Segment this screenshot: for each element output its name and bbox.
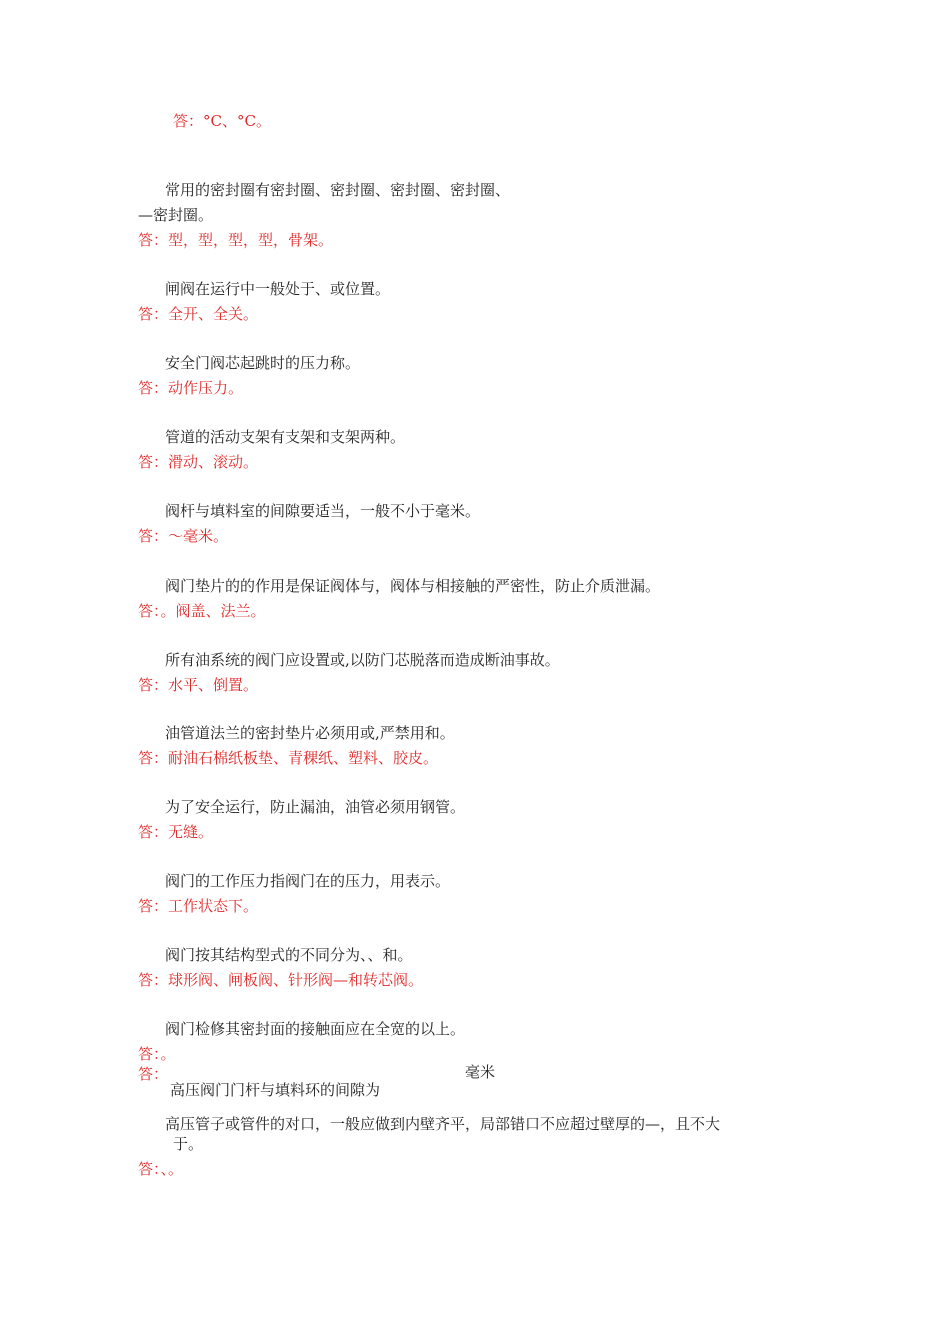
question-6: 阀杆与填料室的间隙要适当，一般不小于毫米。 [165, 502, 481, 520]
question-4: 安全门阀芯起跳时的压力称。 [165, 354, 361, 372]
clipped-question-text: 高压阀门门杆与填料环的间隙为 [170, 1081, 381, 1099]
answer-11: 答：工作状态下。 [138, 897, 259, 915]
answer-10: 答：无缝。 [138, 823, 214, 841]
question-9: 油管道法兰的密封垫片必须用或,严禁用和。 [165, 724, 455, 742]
question-2-cont: —密封圈。 [138, 206, 214, 224]
answer-9: 答：耐油石棉纸板垫、青稞纸、塑料、胶皮。 [138, 749, 439, 767]
answer-14: 答：、。 [138, 1160, 184, 1178]
answer-5: 答：滑动、滚动。 [138, 453, 259, 471]
question-14: 高压管子或管件的对口，一般应做到内壁齐平，局部错口不应超过壁厚的—，且不大 [165, 1115, 721, 1133]
answer-8: 答：水平、倒置。 [138, 676, 259, 694]
question-8: 所有油系统的阀门应设置或,以防门芯脱落而造成断油事故。 [165, 651, 560, 669]
question-13: 阀门检修其密封面的接触面应在全宽的以上。 [165, 1020, 466, 1038]
question-14-cont: 于。 [173, 1135, 204, 1153]
answer-13-extra: 答： [138, 1065, 169, 1083]
question-7: 阀门垫片的的作用是保证阀体与，阀体与相接触的严密性，防止介质泄漏。 [165, 577, 661, 595]
question-3: 闸阀在运行中一般处于、或位置。 [165, 280, 391, 298]
answer-13: 答：。 [138, 1045, 176, 1063]
question-12: 阀门按其结构型式的不同分为、、和。 [165, 946, 413, 964]
answer-12: 答：球形阀、闸板阀、针形阀—和转芯阀。 [138, 971, 424, 989]
answer-3: 答：全开、全关。 [138, 305, 259, 323]
answer-6: 答：〜毫米。 [138, 527, 229, 545]
question-10: 为了安全运行，防止漏油，油管必须用钢管。 [165, 798, 466, 816]
answer-4: 答：动作压力。 [138, 379, 244, 397]
answer-1: 答：°C、°C。 [173, 112, 271, 130]
answer-7: 答：。阀盖、法兰。 [138, 602, 266, 620]
question-2: 常用的密封圈有密封圈、密封圈、密封圈、密封圈、 [165, 181, 511, 199]
answer-2: 答：型，型，型，型，骨架。 [138, 231, 334, 249]
question-5: 管道的活动支架有支架和支架两种。 [165, 428, 406, 446]
clipped-unit-text: 毫米 [465, 1063, 496, 1081]
question-11: 阀门的工作压力指阀门在的压力，用表示。 [165, 872, 451, 890]
